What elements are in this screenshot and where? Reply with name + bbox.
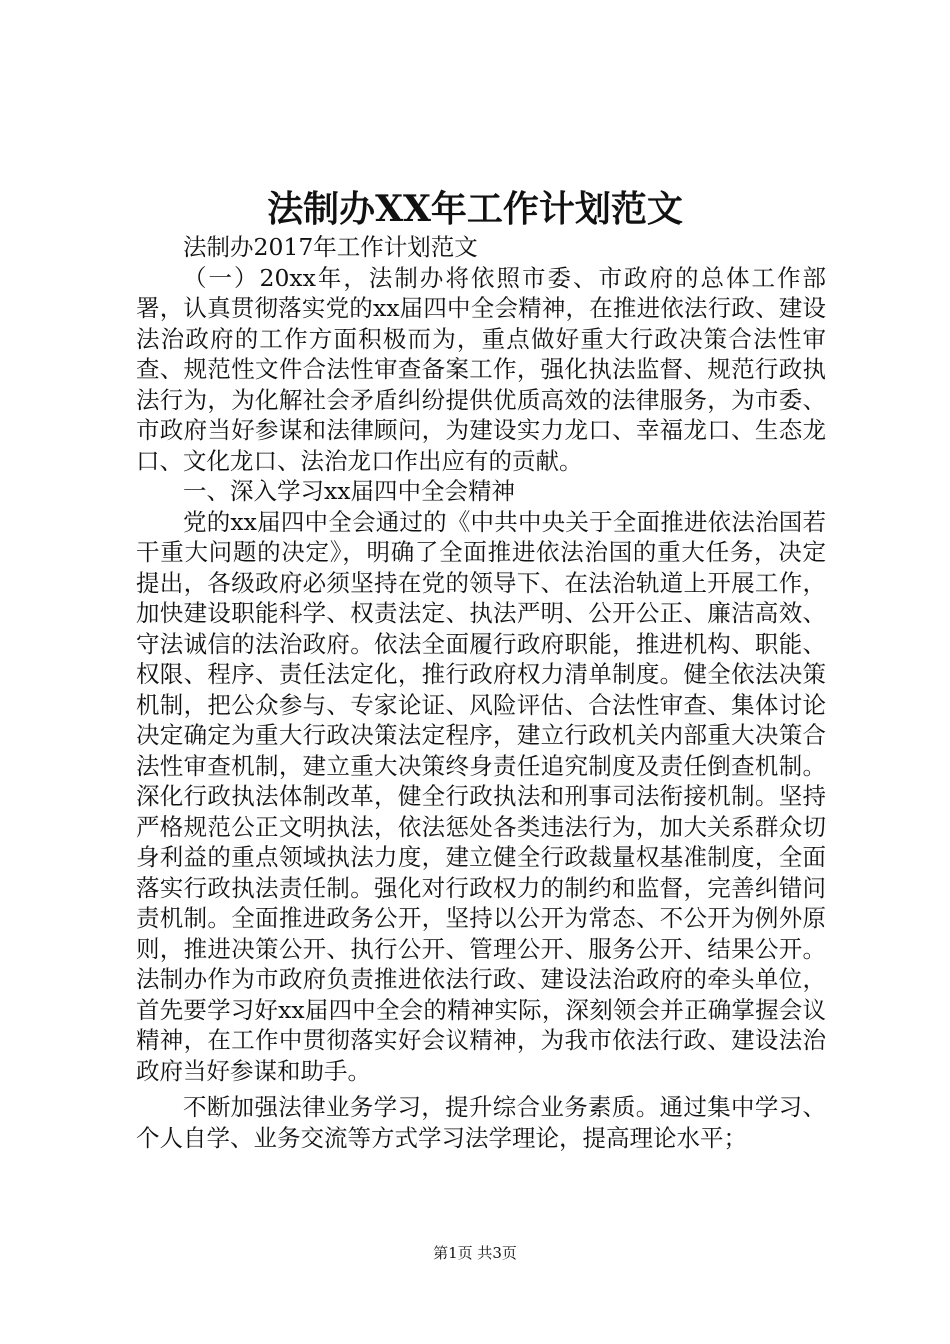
document-title: 法制办XX年工作计划范文	[267, 188, 683, 230]
paragraph-body: 党的xx届四中全会通过的《中共中央关于全面推进依法治国若干重大问题的决定》，明确了全面推进依法治国的重大任务，决定提出，各级政府必须坚持在党的领导下、在法治轨道上开展工作，加快建设职能科学、权责法定、执法严明、公开公正、廉洁高效、守法诚信的法治政府。依法全面履行政府职能，推进机构、职能、权限、程序、责任法定化，推行政府权力清单制度。健全依法决策机制，把公众参与、专家论证、风险评估、合法性审查、集体讨论决定确定为重大行政决策法定程序，建立行政机关内部重大决策合法性审查机制，建立重大决策终身责任追究制度及责任倒查机制。深化行政执法体制改革，健全行政执法和刑事司法衔接机制。坚持严格规范公正文明执法，依法惩处各类违法行为，加大关系群众切身利益的重点领域执法力度，建立健全行政裁量权基准制度，全面落实行政执法责任制。强化对行政权力的制约和监督，完善纠错问责机制。全面推进政务公开，坚持以公开为常态、不公开为例外原则，推进决策公开、执行公开、管理公开、服务公开、结果公开。法制办作为市政府负责推进依法行政、建设法治政府的牵头单位，首先要学习好xx届四中全会的精神实际，深刻领会并正确掌握会议精神，在工作中贯彻落实好会议精神，为我市依法行政、建设法治政府当好参谋和助手。	[136, 507, 826, 1085]
section-heading: 一、深入学习xx届四中全会精神	[183, 477, 516, 505]
paragraph-intro: （一）20xx年，法制办将依照市委、市政府的总体工作部署，认真贯彻落实党的xx届四中全会精神，在推进依法行政、建设法治政府的工作方面积极而为，重点做好重大行政决策合法性审查、规范性文件合法性审查备案工作，强化执法监督、规范行政执法行为，为化解社会矛盾纠纷提供优质高效的法律服务，为市委、市政府当好参谋和法律顾问，为建设实力龙口、幸福龙口、生态龙口、文化龙口、法治龙口作出应有的贡献。	[136, 263, 826, 475]
paragraph-subtitle: 法制办2017年工作计划范文	[183, 233, 478, 261]
document-body	[136, 232, 826, 1153]
paragraph-study: 不断加强法律业务学习，提升综合业务素质。通过集中学习、个人自学、业务交流等方式学习法学理论，提高理论水平；	[136, 1093, 826, 1152]
page-footer: 第1页 共3页	[433, 1244, 517, 1262]
